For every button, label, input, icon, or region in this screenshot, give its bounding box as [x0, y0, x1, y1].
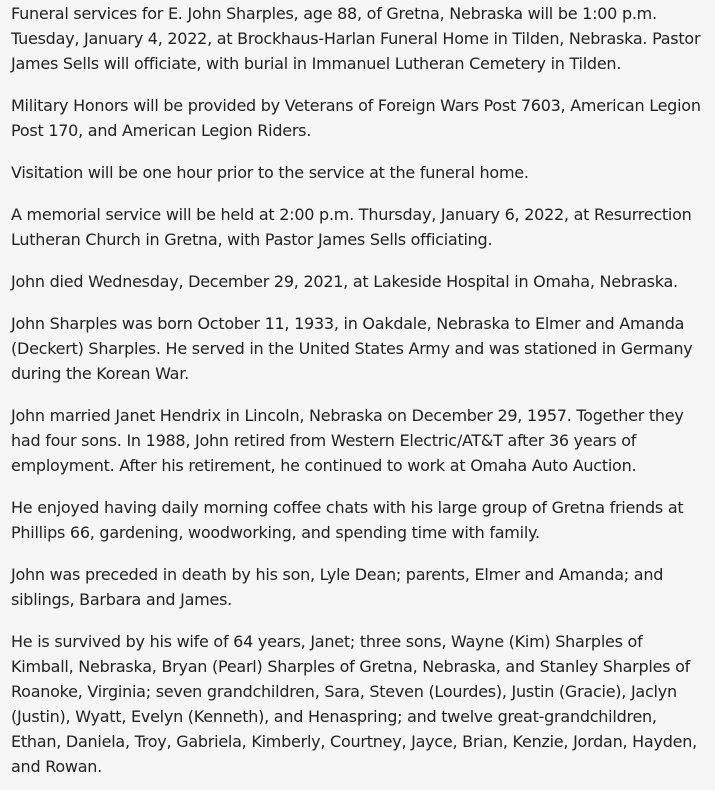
paragraph-hobbies: He enjoyed having daily morning coffee chats with his large group of Gretna friends at Phillips 66, gardening, woodworking, and spending time with family.	[11, 498, 684, 542]
paragraph-memorial-service: A memorial service will be held at 2:00 p.m. Thursday, January 6, 2022, at Resurrection Lutheran Church in Gretna, with Pastor James Sells officiating.	[11, 205, 692, 249]
paragraph-marriage-career: John married Janet Hendrix in Lincoln, Nebraska on December 29, 1957. Together they had four sons. In 1988, John retired from Western Electric/AT&T after 36 years of employment. After his retirement, he continued to work at Omaha Auto Auction.	[11, 406, 684, 475]
paragraph-service-details: Funeral services for E. John Sharples, age 88, of Gretna, Nebraska will be 1:00 p.m. Tuesday, January 4, 2022, at Brockhaus-Harlan Funeral Home in Tilden, Nebraska. Pastor James Sells will officiate, with burial in Immanuel Lutheran Cemetery in Tilden.	[11, 4, 701, 73]
paragraph-birth: John Sharples was born October 11, 1933, in Oakdale, Nebraska to Elmer and Amanda (Deckert) Sharples. He served in the United States Army and was stationed in Germany during the Korean War.	[11, 314, 693, 383]
paragraph-visitation: Visitation will be one hour prior to the service at the funeral home.	[11, 163, 529, 182]
paragraph-death: John died Wednesday, December 29, 2021, at Lakeside Hospital in Omaha, Nebraska.	[11, 272, 678, 291]
paragraph-survived: He is survived by his wife of 64 years, Janet; three sons, Wayne (Kim) Sharples of Kimball, Nebraska, Bryan (Pearl) Sharples of Gretna, Nebraska, and Stanley Sharples of Roanoke, Virginia; seven grandchildren, Sara, Steven (Lourdes), Justin (Gracie), Jaclyn (Justin), Wyatt, Evelyn (Kenneth), and Henaspring; and twelve great-grandchildren, Ethan, Daniela, Troy, Gabriela, Kimberly, Courtney, Jayce, Brian, Kenzie, Jordan, Hayden, and Rowan.	[11, 632, 697, 776]
paragraph-preceded: John was preceded in death by his son, Lyle Dean; parents, Elmer and Amanda; and siblings, Barbara and James.	[11, 565, 664, 609]
paragraph-military-honors: Military Honors will be provided by Veterans of Foreign Wars Post 7603, American Legion Post 170, and American Legion Riders.	[11, 96, 701, 140]
